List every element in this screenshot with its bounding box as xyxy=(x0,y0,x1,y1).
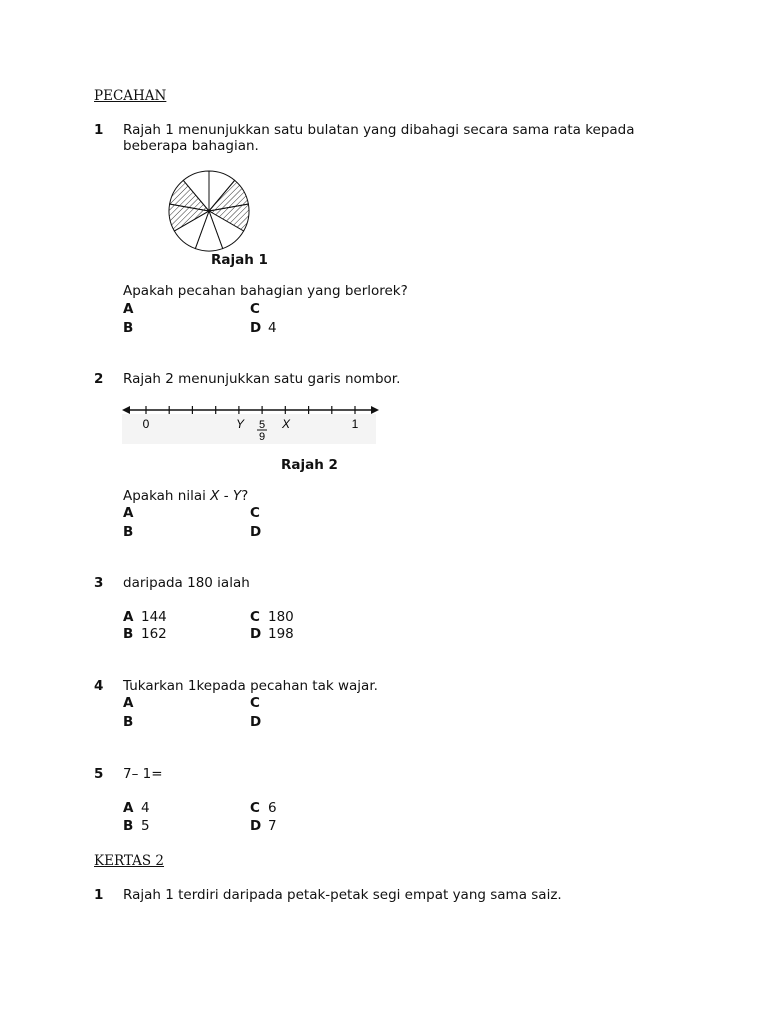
question-number: 4 xyxy=(94,678,104,694)
option-b[interactable] xyxy=(123,818,150,834)
label-fraction-numerator: 5 xyxy=(258,419,266,431)
question-number: 2 xyxy=(94,371,104,387)
option-letter: C xyxy=(250,695,260,711)
option-letter: D xyxy=(250,626,262,642)
label-y: Y xyxy=(235,417,245,431)
right-arrow-icon xyxy=(371,406,379,414)
option-letter: B xyxy=(123,626,134,642)
option-letter: C xyxy=(250,800,260,816)
option-letter: A xyxy=(123,609,134,625)
prompt-var-y: Y xyxy=(232,488,242,504)
question-prompt xyxy=(123,488,248,504)
label-fraction-denominator: 9 xyxy=(258,431,266,443)
option-letter: A xyxy=(123,695,134,711)
option-letter: B xyxy=(123,320,134,336)
option-d[interactable] xyxy=(250,626,294,642)
question-text: Tukarkan 1kepada pecahan tak wajar. xyxy=(123,678,378,694)
option-c[interactable] xyxy=(250,695,268,711)
option-c[interactable] xyxy=(250,301,268,317)
number-line-background xyxy=(122,414,376,444)
option-b[interactable] xyxy=(123,320,141,336)
option-letter: A xyxy=(123,301,134,317)
option-a[interactable] xyxy=(123,800,150,816)
option-d[interactable] xyxy=(250,818,277,834)
label-one: 1 xyxy=(351,417,359,431)
question-text: 7– 1= xyxy=(123,766,163,782)
option-letter: A xyxy=(123,505,134,521)
option-value: 7 xyxy=(268,818,277,834)
question-number: 5 xyxy=(94,766,104,782)
option-b[interactable] xyxy=(123,524,141,540)
question-number: 1 xyxy=(94,122,104,138)
section-title: KERTAS 2 xyxy=(94,853,165,869)
option-value: 4 xyxy=(268,320,277,336)
figure-caption: Rajah 2 xyxy=(281,457,338,473)
circle-figure xyxy=(164,170,254,254)
number-line-figure xyxy=(118,400,388,446)
option-a[interactable] xyxy=(123,301,141,317)
prompt-question-mark: ? xyxy=(241,488,249,504)
option-letter: D xyxy=(250,818,262,834)
label-x: X xyxy=(281,417,291,431)
prompt-text: Apakah nilai xyxy=(123,488,211,504)
option-a[interactable] xyxy=(123,695,141,711)
option-letter: C xyxy=(250,301,260,317)
option-letter: B xyxy=(123,818,134,834)
question-text: Rajah 1 menunjukkan satu bulatan yang dibahagi secara sama rata kepada xyxy=(123,122,635,138)
option-c[interactable] xyxy=(250,609,294,625)
option-value: 198 xyxy=(268,626,294,642)
question-text: daripada 180 ialah xyxy=(123,575,250,591)
option-letter: A xyxy=(123,800,134,816)
option-letter: D xyxy=(250,524,262,540)
option-letter: D xyxy=(250,714,262,730)
option-value: 5 xyxy=(141,818,150,834)
section-title: PECAHAN xyxy=(94,88,167,104)
option-d[interactable] xyxy=(250,714,268,730)
option-letter: C xyxy=(250,609,260,625)
option-a[interactable] xyxy=(123,609,167,625)
option-b[interactable] xyxy=(123,714,141,730)
option-letter: B xyxy=(123,524,134,540)
question-text-continued: beberapa bahagian. xyxy=(123,138,259,154)
question-number: 3 xyxy=(94,575,104,591)
option-letter: D xyxy=(250,320,262,336)
option-value: 144 xyxy=(141,609,167,625)
question-number: 1 xyxy=(94,887,104,903)
option-c[interactable] xyxy=(250,800,277,816)
question-text: Rajah 1 terdiri daripada petak-petak segi empat yang sama saiz. xyxy=(123,887,562,903)
option-a[interactable] xyxy=(123,505,141,521)
option-value: 162 xyxy=(141,626,167,642)
option-b[interactable] xyxy=(123,626,167,642)
option-value: 180 xyxy=(268,609,294,625)
option-c[interactable] xyxy=(250,505,268,521)
option-value: 6 xyxy=(268,800,277,816)
option-letter: C xyxy=(250,505,260,521)
label-zero: 0 xyxy=(142,417,150,431)
circle-sectors xyxy=(169,171,249,251)
left-arrow-icon xyxy=(122,406,130,414)
prompt-minus: - xyxy=(219,488,233,504)
option-d[interactable] xyxy=(250,320,277,336)
option-d[interactable] xyxy=(250,524,268,540)
figure-caption: Rajah 1 xyxy=(211,252,268,268)
option-value: 4 xyxy=(141,800,150,816)
question-text: Rajah 2 menunjukkan satu garis nombor. xyxy=(123,371,401,387)
question-prompt: Apakah pecahan bahagian yang berlorek? xyxy=(123,283,408,299)
option-letter: B xyxy=(123,714,134,730)
prompt-var-x: X xyxy=(210,488,220,504)
